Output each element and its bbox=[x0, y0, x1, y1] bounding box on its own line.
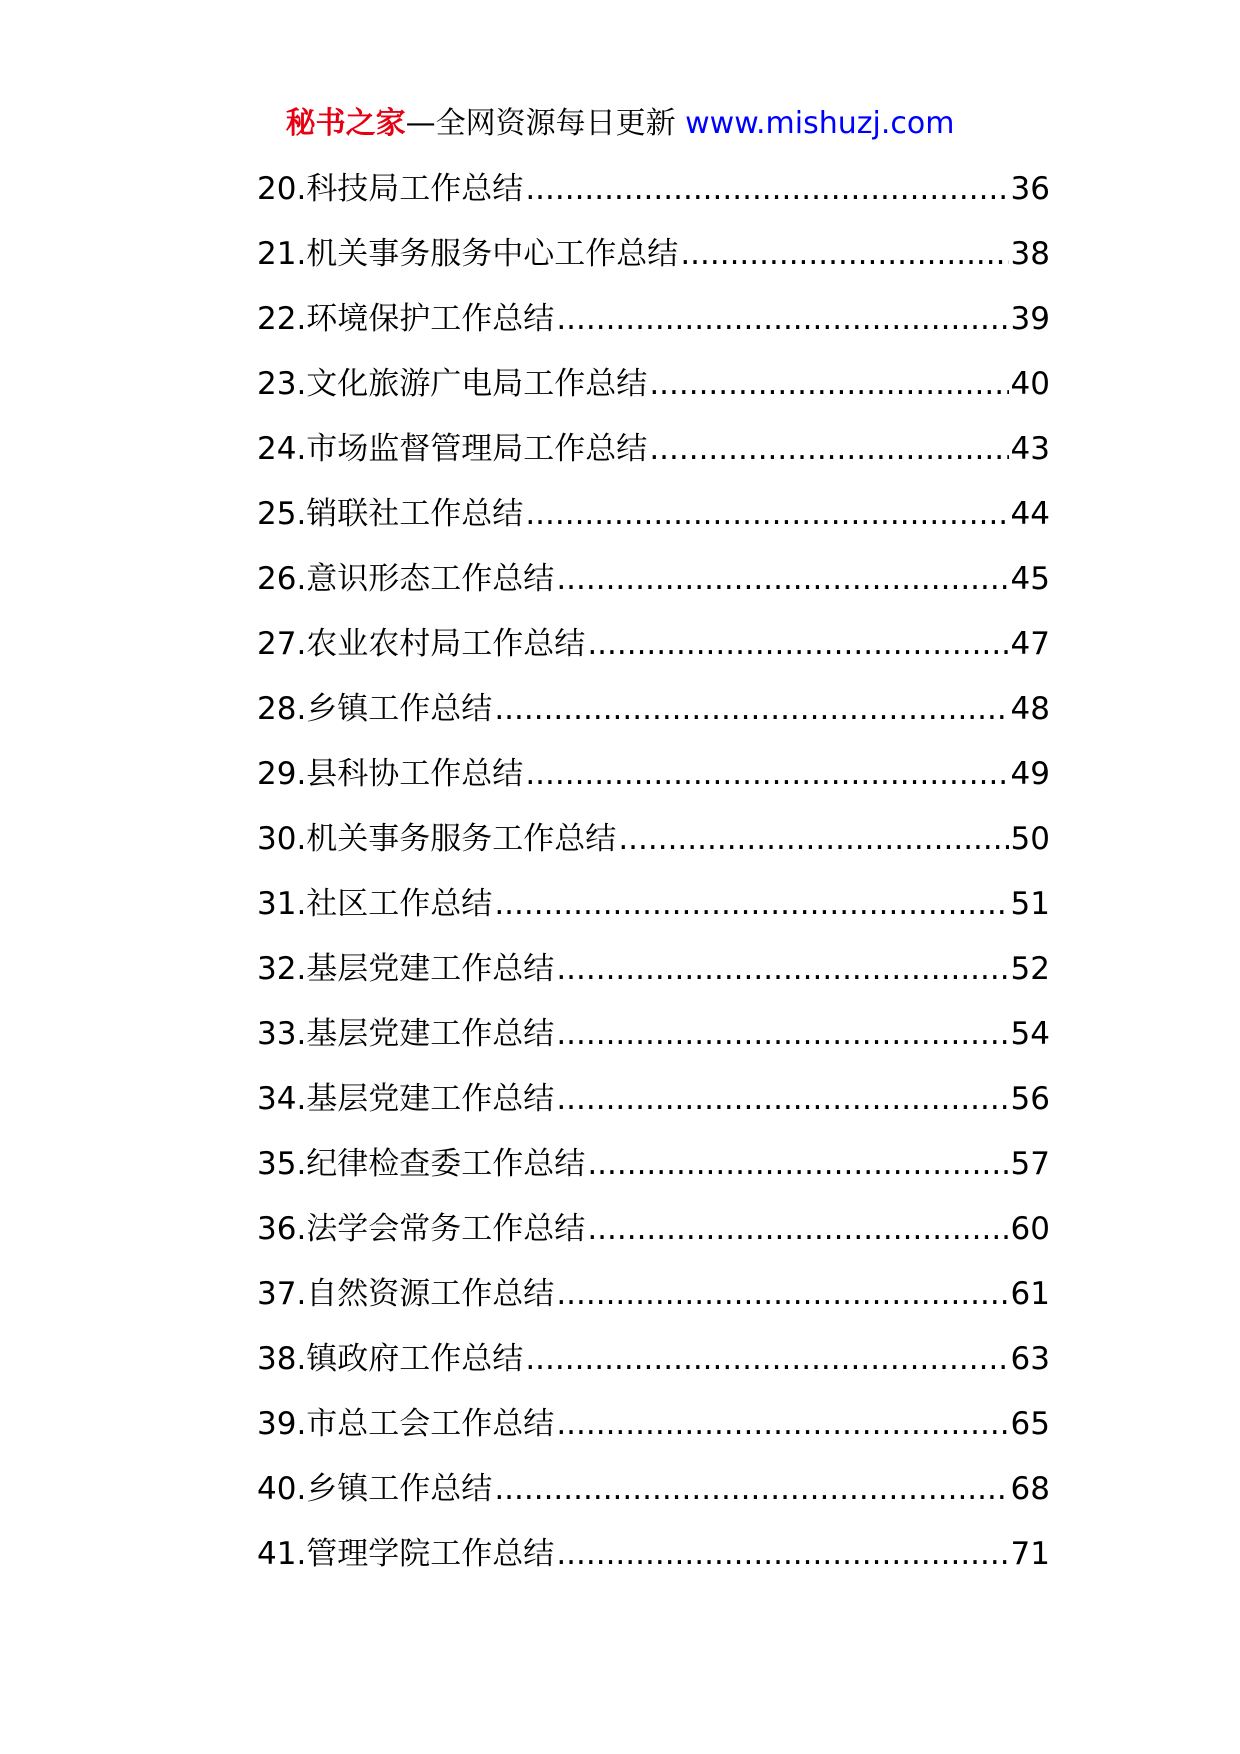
toc-entry-title: 29.县科协工作总结 bbox=[257, 756, 524, 792]
toc-entry[interactable] bbox=[257, 557, 1050, 622]
toc-dot-leader bbox=[494, 1467, 1008, 1511]
toc-entry-title: 32.基层党建工作总结 bbox=[257, 951, 555, 987]
toc-entry-title: 25.销联社工作总结 bbox=[257, 496, 524, 532]
toc-entry[interactable] bbox=[257, 622, 1050, 687]
toc-entry-page-number: 63 bbox=[1010, 1341, 1050, 1377]
toc-entry-page-number: 44 bbox=[1010, 496, 1050, 532]
toc-entry-title: 33.基层党建工作总结 bbox=[257, 1016, 555, 1052]
toc-dot-leader bbox=[556, 1402, 1008, 1446]
toc-entry-title: 27.农业农村局工作总结 bbox=[257, 626, 586, 662]
toc-dot-leader bbox=[587, 1207, 1008, 1251]
toc-entry[interactable] bbox=[257, 167, 1050, 232]
toc-dot-leader bbox=[556, 557, 1008, 601]
toc-entry-page-number: 60 bbox=[1010, 1211, 1050, 1247]
toc-entry-page-number: 36 bbox=[1010, 171, 1050, 207]
table-of-contents bbox=[257, 167, 1050, 1597]
toc-entry-title: 35.纪律检查委工作总结 bbox=[257, 1146, 586, 1182]
toc-entry-page-number: 61 bbox=[1010, 1276, 1050, 1312]
toc-dot-leader bbox=[525, 1337, 1008, 1381]
toc-dot-leader bbox=[649, 362, 1008, 406]
toc-entry[interactable] bbox=[257, 1467, 1050, 1532]
toc-entry-page-number: 54 bbox=[1010, 1016, 1050, 1052]
toc-entry-page-number: 40 bbox=[1010, 366, 1050, 402]
toc-entry[interactable] bbox=[257, 362, 1050, 427]
toc-entry-page-number: 38 bbox=[1010, 236, 1050, 272]
toc-entry[interactable] bbox=[257, 687, 1050, 752]
toc-entry-page-number: 71 bbox=[1010, 1536, 1050, 1572]
toc-entry-page-number: 51 bbox=[1010, 886, 1050, 922]
toc-entry-title: 24.市场监督管理局工作总结 bbox=[257, 431, 648, 467]
toc-entry[interactable] bbox=[257, 1142, 1050, 1207]
toc-entry-title: 36.法学会常务工作总结 bbox=[257, 1211, 586, 1247]
toc-dot-leader bbox=[618, 817, 1008, 861]
toc-entry-page-number: 47 bbox=[1010, 626, 1050, 662]
toc-dot-leader bbox=[556, 1077, 1008, 1121]
toc-entry-page-number: 43 bbox=[1010, 431, 1050, 467]
toc-dot-leader bbox=[556, 1012, 1008, 1056]
toc-entry-title: 34.基层党建工作总结 bbox=[257, 1081, 555, 1117]
toc-entry-page-number: 65 bbox=[1010, 1406, 1050, 1442]
toc-dot-leader bbox=[649, 427, 1008, 471]
toc-entry-title: 28.乡镇工作总结 bbox=[257, 691, 493, 727]
toc-dot-leader bbox=[556, 1532, 1008, 1576]
toc-entry[interactable] bbox=[257, 1402, 1050, 1467]
toc-dot-leader bbox=[494, 687, 1008, 731]
toc-entry[interactable] bbox=[257, 1077, 1050, 1142]
toc-entry-page-number: 56 bbox=[1010, 1081, 1050, 1117]
toc-dot-leader bbox=[556, 297, 1008, 341]
toc-entry-page-number: 48 bbox=[1010, 691, 1050, 727]
toc-entry[interactable] bbox=[257, 297, 1050, 362]
toc-dot-leader bbox=[525, 492, 1008, 536]
toc-entry[interactable] bbox=[257, 882, 1050, 947]
toc-entry[interactable] bbox=[257, 1207, 1050, 1272]
toc-entry[interactable] bbox=[257, 427, 1050, 492]
toc-entry-title: 22.环境保护工作总结 bbox=[257, 301, 555, 337]
toc-entry-title: 26.意识形态工作总结 bbox=[257, 561, 555, 597]
toc-entry[interactable] bbox=[257, 817, 1050, 882]
toc-entry[interactable] bbox=[257, 1012, 1050, 1077]
toc-entry[interactable] bbox=[257, 947, 1050, 1012]
toc-entry-title: 38.镇政府工作总结 bbox=[257, 1341, 524, 1377]
toc-dot-leader bbox=[556, 1272, 1008, 1316]
toc-entry-page-number: 52 bbox=[1010, 951, 1050, 987]
toc-entry-title: 31.社区工作总结 bbox=[257, 886, 493, 922]
toc-entry-title: 40.乡镇工作总结 bbox=[257, 1471, 493, 1507]
toc-dot-leader bbox=[525, 167, 1008, 211]
site-url-link[interactable]: www.mishuzj.com bbox=[685, 106, 955, 141]
page-header bbox=[0, 104, 1240, 144]
toc-dot-leader bbox=[494, 882, 1008, 926]
toc-entry-page-number: 49 bbox=[1010, 756, 1050, 792]
toc-entry-page-number: 57 bbox=[1010, 1146, 1050, 1182]
toc-dot-leader bbox=[587, 622, 1008, 666]
toc-dot-leader bbox=[556, 947, 1008, 991]
toc-entry-title: 23.文化旅游广电局工作总结 bbox=[257, 366, 648, 402]
toc-entry-title: 39.市总工会工作总结 bbox=[257, 1406, 555, 1442]
toc-entry-title: 30.机关事务服务工作总结 bbox=[257, 821, 617, 857]
toc-entry-title: 37.自然资源工作总结 bbox=[257, 1276, 555, 1312]
toc-entry[interactable] bbox=[257, 232, 1050, 297]
toc-entry[interactable] bbox=[257, 1272, 1050, 1337]
toc-entry-title: 20.科技局工作总结 bbox=[257, 171, 524, 207]
toc-dot-leader bbox=[587, 1142, 1008, 1186]
toc-entry-title: 41.管理学院工作总结 bbox=[257, 1536, 555, 1572]
toc-entry[interactable] bbox=[257, 752, 1050, 817]
toc-entry-page-number: 39 bbox=[1010, 301, 1050, 337]
toc-entry-page-number: 50 bbox=[1010, 821, 1050, 857]
toc-entry[interactable] bbox=[257, 1337, 1050, 1402]
site-tagline: —全网资源每日更新 bbox=[405, 106, 686, 141]
site-brand: 秘书之家 bbox=[285, 106, 406, 141]
toc-dot-leader bbox=[680, 232, 1008, 276]
toc-entry-page-number: 68 bbox=[1010, 1471, 1050, 1507]
toc-entry[interactable] bbox=[257, 492, 1050, 557]
toc-entry-page-number: 45 bbox=[1010, 561, 1050, 597]
toc-entry[interactable] bbox=[257, 1532, 1050, 1597]
toc-dot-leader bbox=[525, 752, 1008, 796]
toc-entry-title: 21.机关事务服务中心工作总结 bbox=[257, 236, 679, 272]
